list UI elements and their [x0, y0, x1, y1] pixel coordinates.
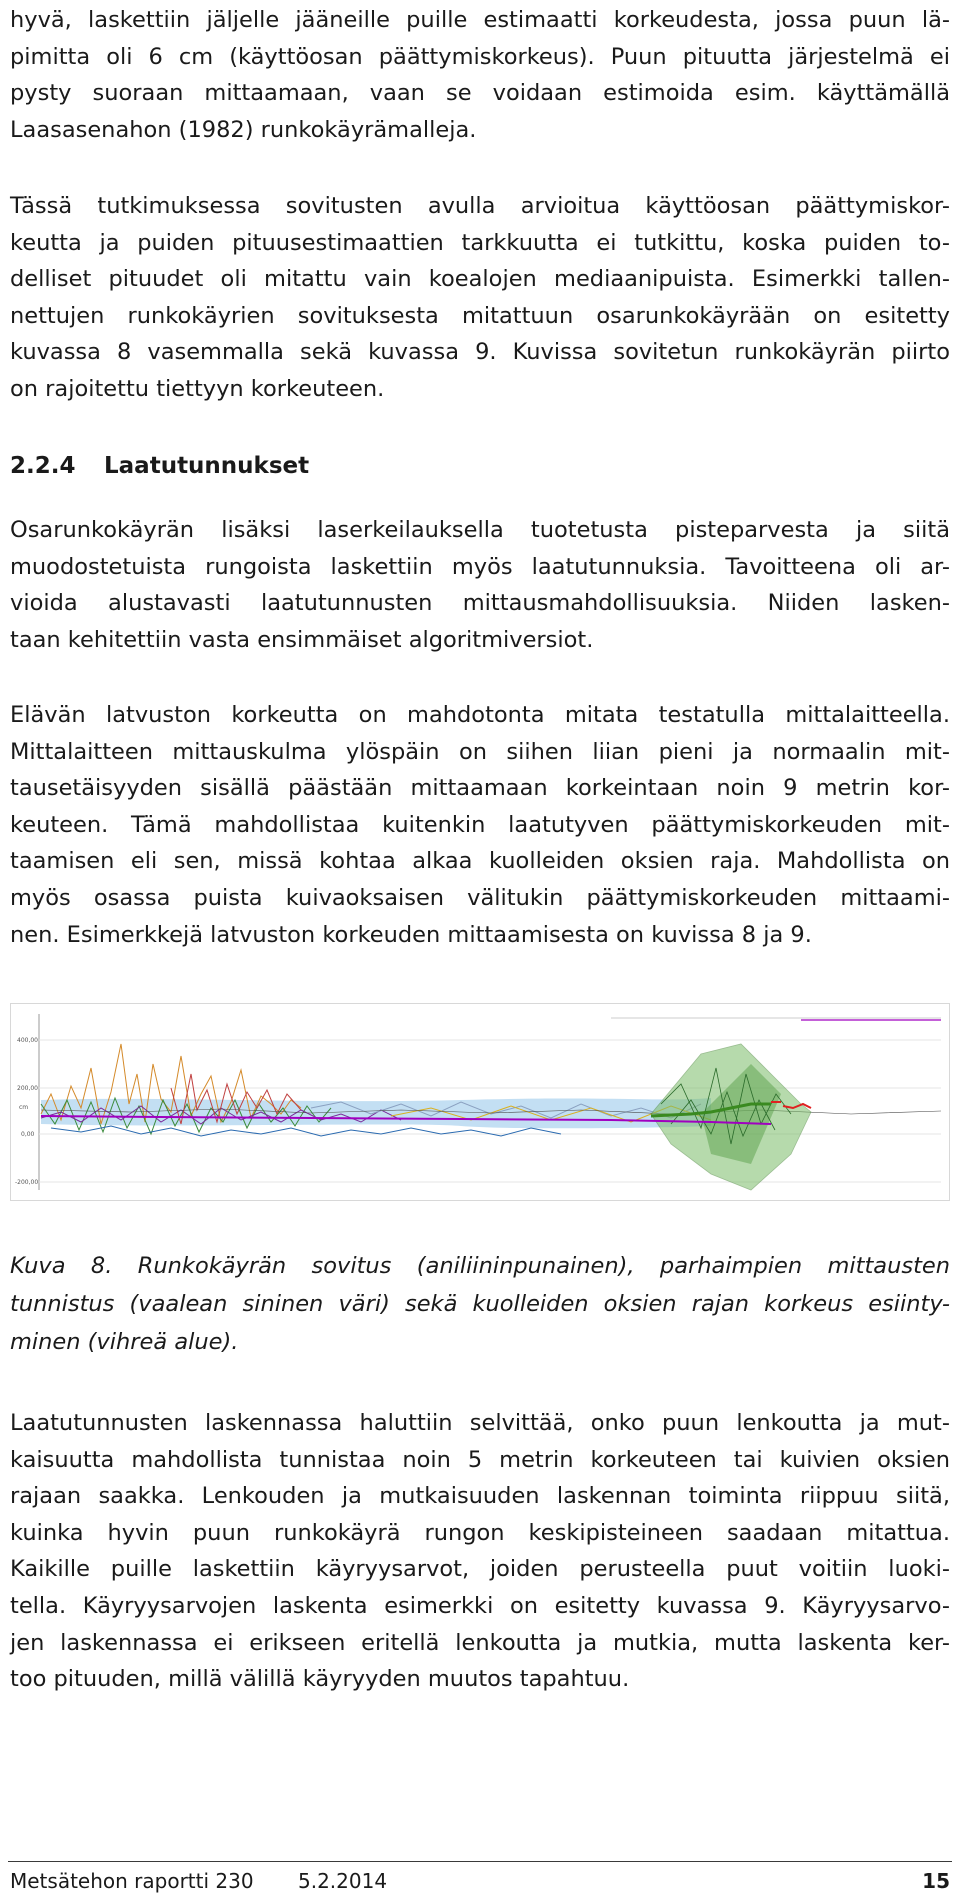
text-line: kuinka hyvin puun runkokäyrä rungon keskipisteineen saadaan mitattua.: [10, 1519, 950, 1546]
text-line: keuteen. Tämä mahdollistaa kuitenkin laatutyven päättymiskorkeuden mit-: [10, 811, 950, 838]
paragraph-quality-attributes: [10, 512, 950, 658]
text-line: Mittalaitteen mittauskulma ylöspäin on siihen liian pieni ja normaalin mit-: [10, 738, 950, 765]
text-line: delliset pituudet oli mitattu vain koealojen mediaanipuista. Esimerkki tallen-: [10, 266, 950, 293]
text-line: vioida alustavasti laatutunnusten mittausmahdollisuuksia. Niiden lasken-: [10, 590, 950, 617]
section-number: 2.2.4: [10, 453, 76, 479]
section-heading: [10, 448, 309, 484]
footer-divider: [8, 1861, 952, 1862]
text-line: hyvä, laskettiin jäljelle jääneille puille estimaatti korkeudesta, jossa puun lä-: [10, 7, 950, 33]
y-axis-unit: cm: [19, 1104, 29, 1111]
stem-curve-chart: [11, 1004, 949, 1200]
footer-date: 5.2.2014: [298, 1869, 388, 1893]
text-line: Tässä tutkimuksessa sovitusten avulla arvioitua käyttöosan päättymiskor-: [10, 193, 950, 219]
footer-page-number: 15: [922, 1869, 950, 1893]
text-line: tausetäisyyden sisällä päästään mittaamaan korkeintaan noin 9 metrin kor-: [10, 775, 950, 802]
text-line: minen (vihreä alue).: [10, 1329, 239, 1355]
text-line: myös osassa puista kuivaoksaisen välitukin päättymiskorkeuden mittaami-: [10, 884, 950, 911]
text-line: nen. Esimerkkejä latvuston korkeuden mittaamisesta on kuvissa 8 ja 9.: [10, 921, 812, 948]
y-tick-200: 200,00: [17, 1085, 38, 1092]
text-line: Kuva 8. Runkokäyrän sovitus (aniliininpunainen), parhaimpien mittausten: [10, 1253, 950, 1279]
text-line: pysty suoraan mittaamaan, vaan se voidaan estimoida esim. käyttämällä: [10, 80, 950, 107]
text-line: Kaikille puille laskettiin käyryysarvot, joiden perusteella puut voitiin luoki-: [10, 1556, 950, 1583]
text-line: muodostetuista rungoista laskettiin myös laatutunnuksia. Tavoitteena oli ar-: [10, 553, 950, 580]
text-line: too pituuden, millä välillä käyryyden muutos tapahtuu.: [10, 1666, 630, 1693]
text-line: kaisuutta mahdollista tunnistaa noin 5 metrin korkeuteen tai kuivien oksien: [10, 1446, 950, 1473]
text-line: taamisen eli sen, missä kohtaa alkaa kuolleiden oksien raja. Mahdollista on: [10, 848, 950, 875]
text-line: Laasasenahon (1982) runkokäyrämalleja.: [10, 116, 477, 143]
text-line: on rajoitettu tiettyyn korkeuteen.: [10, 375, 385, 402]
footer-report-name: Metsätehon raportti 230: [10, 1869, 254, 1893]
text-line: jen laskennassa ei erikseen eritellä lenkoutta ja mutkia, mutta laskenta ker-: [10, 1629, 950, 1656]
paragraph-intro-continued: [10, 2, 950, 148]
text-line: nettujen runkokäyrien sovituksesta mitattuun osarunkokäyrään on esitetty: [10, 302, 950, 329]
text-line: Osarunkokäyrän lisäksi laserkeilauksella tuotetusta pisteparvesta ja siitä: [10, 517, 950, 543]
text-line: pimitta oli 6 cm (käyttöosan päättymiskorkeus). Puun pituutta järjestelmä ei: [10, 43, 950, 70]
text-line: tella. Käyryysarvojen laskenta esimerkki on esitetty kuvassa 9. Käyryysarvo-: [10, 1592, 950, 1619]
section-title: Laatutunnukset: [104, 453, 310, 479]
figure-caption: [10, 1247, 950, 1361]
text-line: Laatutunnusten laskennassa haluttiin selvittää, onko puun lenkoutta ja mut-: [10, 1410, 950, 1436]
paragraph-fitting-accuracy: [10, 188, 950, 408]
text-line: tunnistus (vaalean sininen väri) sekä kuolleiden oksien rajan korkeus esiinty-: [10, 1291, 950, 1317]
text-line: rajaan saakka. Lenkouden ja mutkaisuuden laskennan toiminta riippuu siitä,: [10, 1483, 950, 1510]
y-tick-400: 400,00: [17, 1037, 38, 1044]
text-line: keutta ja puiden pituusestimaattien tarkkuutta ei tutkittu, koska puiden to-: [10, 229, 950, 256]
text-line: kuvassa 8 vasemmalla sekä kuvassa 9. Kuvissa sovitetun runkokäyrän piirto: [10, 339, 950, 366]
y-tick-0: 0,00: [21, 1131, 35, 1138]
text-line: Elävän latvuston korkeutta on mahdotonta mitata testatulla mittalaitteella.: [10, 702, 950, 728]
y-tick-neg200: -200,00: [15, 1179, 39, 1186]
paragraph-crown-height: [10, 697, 950, 953]
text-line: taan kehitettiin vasta ensimmäiset algoritmiversiot.: [10, 626, 594, 653]
paragraph-crookedness: [10, 1405, 950, 1698]
figure-stem-curve-plot: [10, 1003, 950, 1201]
